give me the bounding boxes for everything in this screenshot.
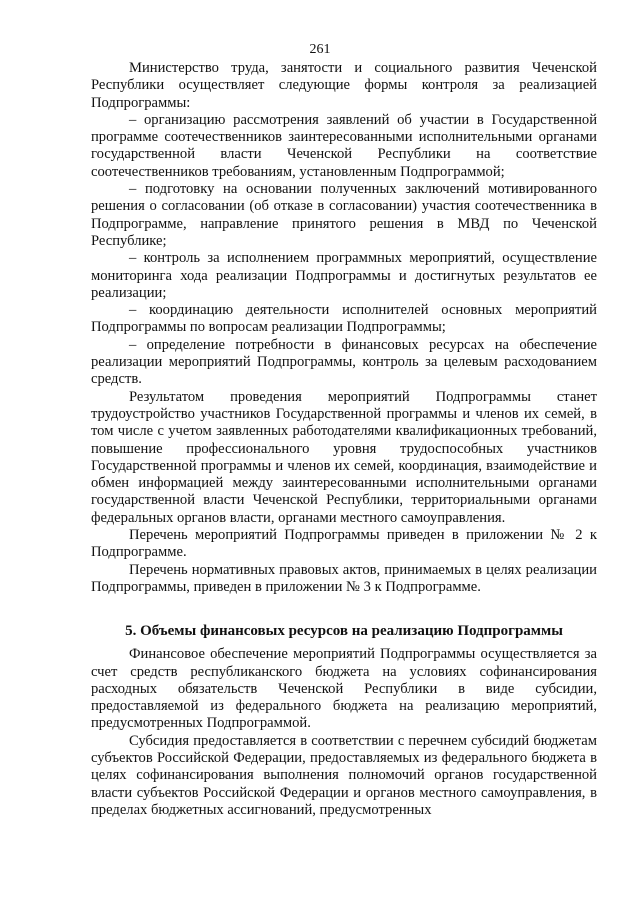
paragraph: Перечень нормативных правовых актов, принимаемых в целях реализации Подпрограммы, приведен в приложении № 3 к Подпрограмме.: [91, 561, 597, 595]
document-body: [91, 60, 597, 819]
paragraph: Перечень мероприятий Подпрограммы приведен в приложении № 2 к Подпрограмме.: [91, 527, 597, 561]
list-item: – подготовку на основании полученных заключений мотивированного решения о согласовании (об отказе в согласовании) участия соотечественника в Подпрограмме, направление принятого решения в МВД по Чеченской Республике;: [91, 181, 597, 249]
paragraph: Министерство труда, занятости и социального развития Чеченской Республики осуществляет следующие формы контроля за реализацией Подпрограммы:: [91, 60, 597, 111]
list-item: – координацию деятельности исполнителей основных мероприятий Подпрограммы по вопросам реализации Подпрограммы;: [91, 302, 597, 336]
list-item: – контроль за исполнением программных мероприятий, осуществление мониторинга хода реализации Подпрограммы и достигнутых результатов ее реализации;: [91, 250, 597, 301]
paragraph: Результатом проведения мероприятий Подпрограммы станет трудоустройство участников Государственной программы и членов их семей, в том числе с учетом заявленных работодателями квалификационных требований, повышение профессионального уровня трудоспособных участников Государственной программы и членов их семей, координация, взаимодействие и обмен информацией между заинтересованными исполнительными органами государственной власти Чеченской Республики, территориальными органами федеральных органов власти, органами местного самоуправления.: [91, 388, 597, 526]
section-heading: 5. Объемы финансовых ресурсов на реализацию Подпрограммы: [125, 623, 563, 640]
list-item: – организацию рассмотрения заявлений об участии в Государственной программе соотечественников заинтересованными исполнительными органами государственной власти Чеченской Республики на соответствие соотечественников требованиям, установленным Подпрограммой;: [91, 111, 597, 180]
paragraph: Финансовое обеспечение мероприятий Подпрограммы осуществляется за счет средств республиканского бюджета на условиях софинансирования расходных обязательств Чеченской Республики в виде субсидии, предоставляемой из федерального бюджета на реализацию мероприятий, предусмотренных Подпрограммой.: [91, 646, 597, 732]
list-item: – определение потребности в финансовых ресурсах на обеспечение реализации мероприятий Подпрограммы, контроль за целевым расходованием средств.: [91, 336, 597, 388]
page-number: 261: [309, 42, 331, 57]
paragraph: Субсидия предоставляется в соответствии с перечнем субсидий бюджетам субъектов Российской Федерации, предоставляемых из федерального бюджета в целях софинансирования выполнения полномочий органов государственной власти субъектов Российской Федерации и органов местного самоуправления, в пределах бюджетных ассигнований, предусмотренных: [91, 732, 597, 818]
